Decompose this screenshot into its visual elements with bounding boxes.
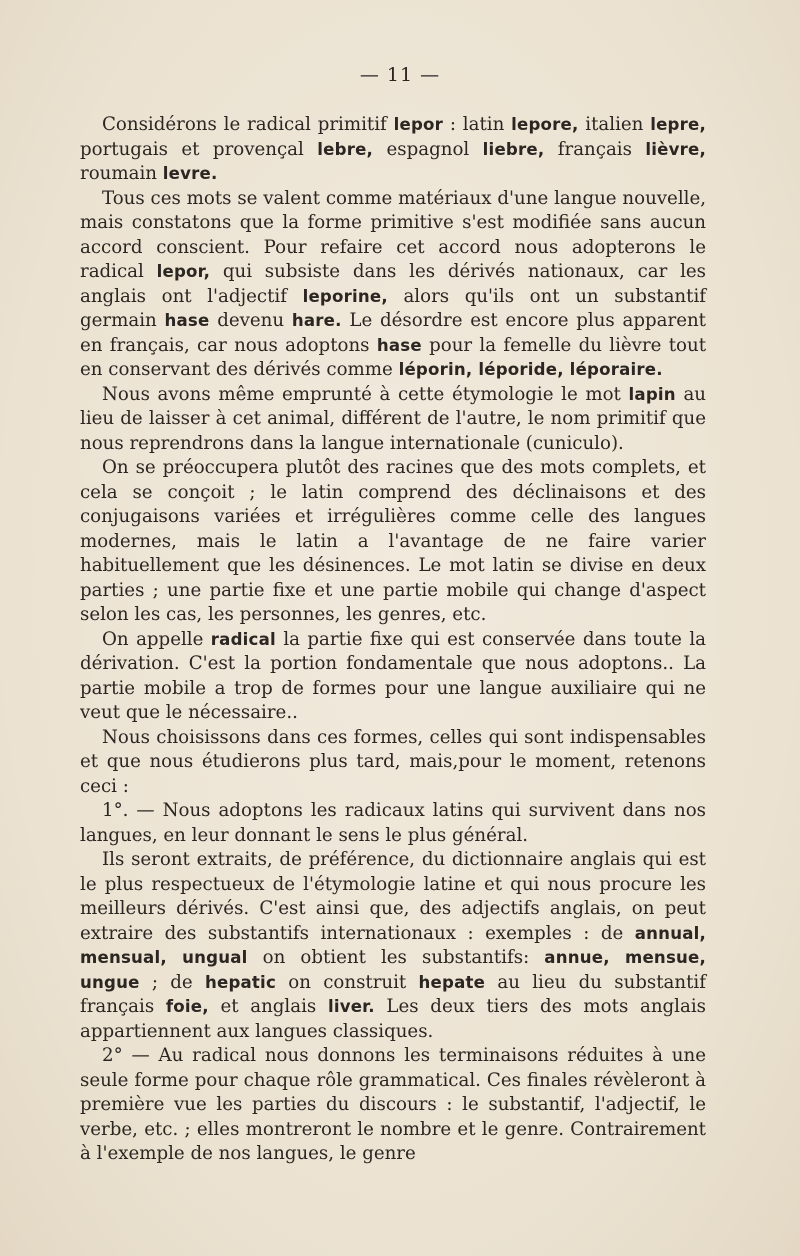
term-hase: hase [164,311,210,330]
term-leporine: leporine, [302,286,388,306]
term-foie: foie, [165,997,209,1016]
term-lapin: lapin [628,384,676,404]
body-text [80,113,706,1167]
term-lepor: lepor [393,115,444,134]
term-radical: radical [210,629,276,649]
term-lepor-2: lepor, [156,262,211,281]
term-annue-list: annue, mensue, ungue [80,948,706,992]
term-liebre: liebre, [482,139,545,159]
term-hepate: hepate [418,972,486,992]
paragraph-6: Nous choisissons dans ces formes, celles qui sont indispensables et que nous étudierons plus tard, mais,pour le moment, retenons ceci : [80,726,706,797]
term-hase-2: hase [376,335,422,355]
term-lepore: lepore, [511,115,579,134]
term-levre: levre. [162,164,218,183]
term-lepre: lepre, [650,115,706,134]
term-hepatic: hepatic [204,972,276,992]
term-lievre: lièvre, [645,139,706,159]
paragraph-4: On se préoccupera plutôt des racines que des mots complets, et cela se conçoit ; le latin comprend des déclinaisons et des conjugaisons variées et irrégulières comme celle des langues modernes, mais le latin a l'avantage de ne faire varier habituellement que les désinences. Le mot latin se divise en deux parties ; une partie fixe et une partie mobile qui change d'aspect selon les cas, les personnes, les genres, etc. [80,457,706,625]
paragraph-8: Ils seront extraits, de préférence, du dictionnaire anglais qui est le plus respectueux de l'étymologie latine et qui nous procure les meilleurs dérivés. C'est ainsi que, des adjectifs anglais, on peut extraire des substantifs internationaux : exemples : de annual, mensual, ungual on obtient les substantifs: annue, mensue, ungue ; de hepatic on construit hepate au lieu du substantif français foie, et anglais liver. Les deux tiers des mots anglais appartiennent aux langues classiques. [80,849,706,1042]
term-liver: liver. [327,997,375,1016]
paragraph-7: 1°. — Nous adoptons les radicaux latins qui survivent dans nos langues, en leur donnant le sens le plus général. [80,800,706,846]
term-lebre: lebre, [317,139,374,159]
paragraph-2: Tous ces mots se valent comme matériaux d'une langue nouvelle, mais constatons que la forme primitive s'est modifiée sans aucun accord conscient. Pour refaire cet accord nous adopterons le radical lepor, qui subsiste dans les dérivés nationaux, car les anglais ont l'adjectif leporine, alors qu'ils ont un substantif germain hase devenu hare. Le désordre est encore plus apparent en français, car nous adoptons hase pour la femelle du lièvre tout en conservant des dérivés comme léporin, léporide, léporaire. [80,187,707,380]
paragraph-5: On appelle radical la partie fixe qui est conservée dans toute la dérivation. C'est la portion fondamentale que nous adoptons.. La partie mobile a trop de formes pour une langue auxiliaire qui ne veut que le nécessaire.. [80,628,706,723]
paragraph-9: 2° — Au radical nous donnons les terminaisons réduites à une seule forme pour chaque rôle grammatical. Ces finales révèleront à première vue les parties du discours : le substantif, l'adjectif, le verbe, etc. ; elles montreront le nombre et le genre. Contrairement à l'exemple de nos langues, le genre [80,1045,706,1164]
paragraph-3: Nous avons même emprunté à cette étymologie le mot lapin au lieu de laisser à cet animal, différent de l'autre, le nom primitif que nous reprendrons dans la langue internationale (cuniculo). [80,383,707,454]
term-hare: hare. [291,311,342,330]
term-leporin-list: léporin, léporide, léporaire. [398,360,663,379]
paragraph-1: Considérons le radical primitif lepor : latin lepore, italien lepre, portugais et provençal lebre, espagnol liebre, français lièvre, roumain levre. [80,114,706,184]
term-annual-list: annual, mensual, ungual [80,923,706,967]
page-number: — 11 — [359,64,441,86]
